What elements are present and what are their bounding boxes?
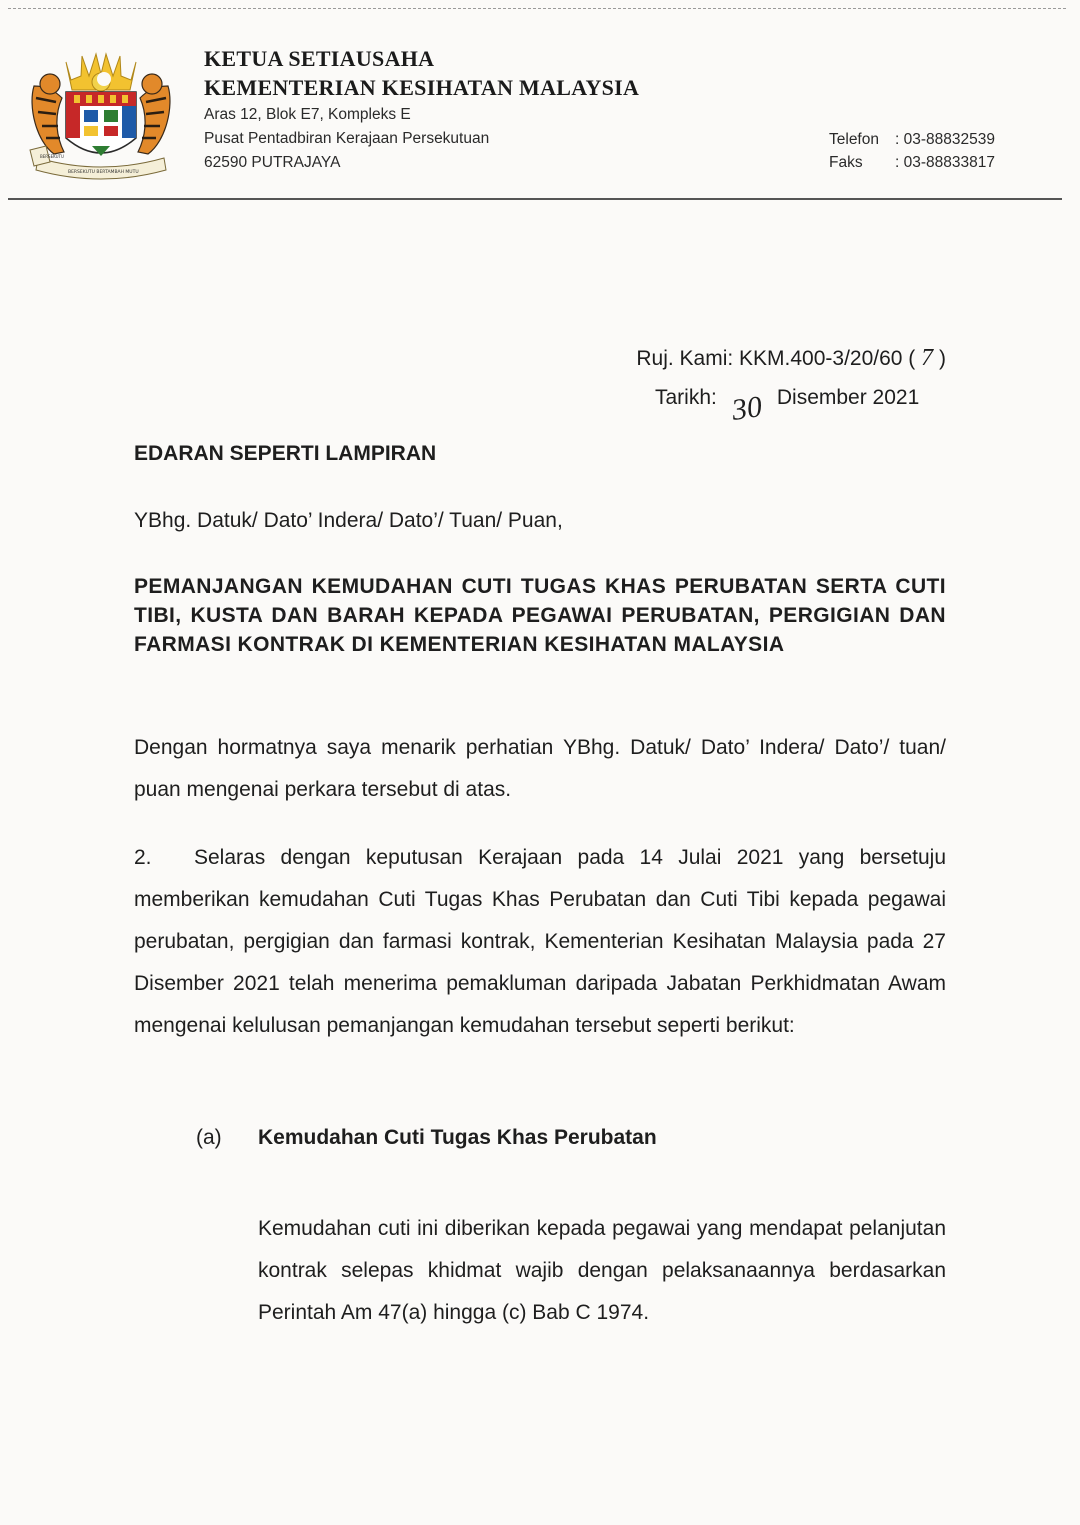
svg-text:BERSEKUTU BERTAMBAH MUTU: BERSEKUTU BERTAMBAH MUTU [68,170,139,175]
letterhead-divider [8,198,1062,200]
paragraph-1: Dengan hormatnya saya menarik perhatian YBhg. Datuk/ Dato’ Indera/ Dato’/ tuan/ puan mengenai perkara tersebut di atas. [134,736,946,801]
reference-prefix: Ruj. Kami: KKM.400-3/20/60 ( [636,347,916,370]
address-line: 62590 PUTRAJAYA [204,154,341,171]
letter-subject: PEMANJANGAN KEMUDAHAN CUTI TUGAS KHAS PERUBATAN SERTA CUTI TIBI, KUSTA DAN BARAH KEPADA PEGAWAI PERUBATAN, PERGIGIAN DAN FARMASI KONTRAK DI KEMENTERIAN KESIHATAN MALAYSIA [134,575,946,656]
svg-text:BERSEKUTU: BERSEKUTU [40,154,64,159]
phone-label: Telefon [829,131,879,148]
fax-row [829,151,995,174]
letterhead-line-2: KEMENTERIAN KESIHATAN MALAYSIA [204,75,640,100]
phone-number: : 03-88832539 [895,131,995,148]
reference-handwritten-number: 7 [921,345,934,371]
letterhead-title [204,44,639,102]
phone-row [829,128,995,151]
section-a-label: (a) [196,1126,222,1149]
section-a-heading [196,1126,657,1150]
reference-suffix: ) [939,347,946,370]
letterhead-address [204,103,489,175]
fax-number: : 03-88833817 [895,154,995,171]
reference-number [636,345,946,372]
paragraph-2 [134,837,946,1047]
address-line: Aras 12, Blok E7, Kompleks E [204,106,411,123]
date-month-year: Disember 2021 [776,386,920,409]
address-line: Pusat Pentadbiran Kerajaan Persekutuan [204,130,490,147]
date-handwritten-day: 30 [729,390,764,427]
date-label: Tarikh: [655,386,717,409]
letterhead-line-1: KETUA SETIAUSAHA [204,46,435,71]
letter-date [655,378,920,427]
letterhead-contact [829,128,995,174]
page-top-border [8,8,1066,9]
section-a-body: Kemudahan cuti ini diberikan kepada pegawai yang mendapat pelanjutan kontrak selepas khidmat wajib dengan pelaksanaannya berdasarkan Perintah Am 47(a) hingga (c) Bab C 1974. [258,1217,946,1324]
section-a-title: Kemudahan Cuti Tugas Khas Perubatan [258,1126,657,1149]
fax-label: Faks [829,154,863,171]
paragraph-number: 2. [134,846,152,869]
paragraph-2-text: Selaras dengan keputusan Kerajaan pada 14 Julai 2021 yang bersetuju memberikan kemudahan Cuti Tugas Khas Perubatan dan Cuti Tibi kepada pegawai perubatan, pergigian dan farmasi kontrak, Kementerian Kesihatan Malaysia pada 27 Disember 2021 telah menerima pemakluman daripada Jabatan Perkhidmatan Awam mengenai kelulusan pemanjangan kemudahan tersebut seperti berikut: [134,846,946,1037]
salutation: YBhg. Datuk/ Dato’ Indera/ Dato’/ Tuan/ Puan, [134,509,563,532]
distribution-line: EDARAN SEPERTI LAMPIRAN [134,442,437,465]
malaysia-coat-of-arms-logo [26,46,176,188]
